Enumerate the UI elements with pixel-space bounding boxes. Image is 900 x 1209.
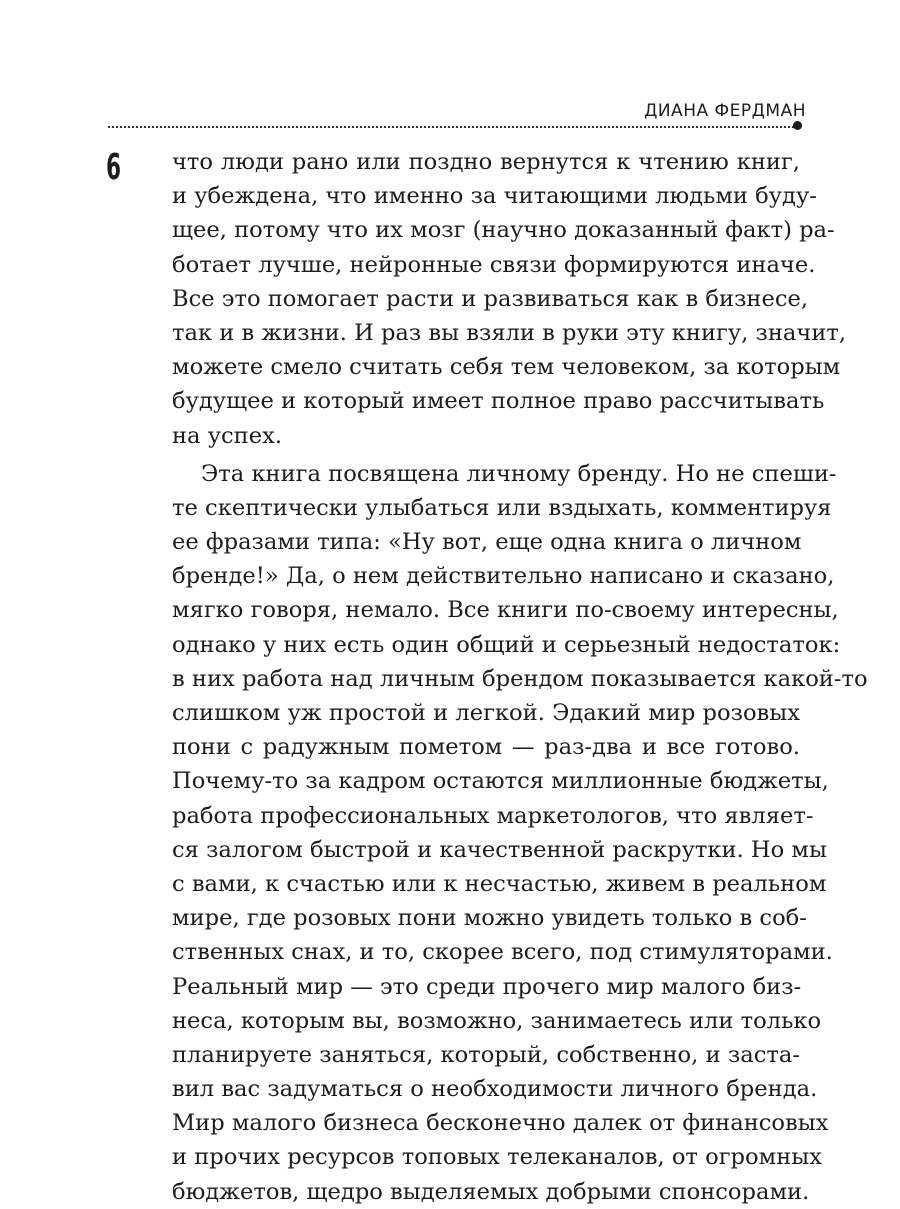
page-number: 6	[106, 147, 122, 188]
text-line: можете смело считать себя тем человеком, за которым	[172, 354, 841, 381]
text-line: ственных снах, и то, скорее всего, под стимуляторами.	[172, 939, 833, 966]
text-line: так и в жизни. И раз вы взяли в руки эту книгу, значит,	[172, 319, 847, 346]
text-line: Реальный мир — это среди прочего мир малого биз-	[172, 973, 802, 1000]
header-dot-ornament	[793, 121, 802, 130]
text-line: бюджетов, щедро выделяемых добрыми спонсорами.	[172, 1178, 810, 1205]
text-line: с вами, к счастью или к несчастью, живем в реальном	[172, 870, 827, 897]
header-dotted-rule	[108, 126, 794, 128]
text-line: Эта книга посвящена личному бренду. Но не спеши-	[201, 460, 837, 487]
text-line: ботает лучше, нейронные связи формируются иначе.	[172, 251, 816, 278]
body-text	[172, 145, 868, 1209]
text-line: и прочих ресурсов топовых телеканалов, от огромных	[172, 1144, 822, 1171]
text-line: те скептически улыбаться или вздыхать, комментируя	[172, 494, 832, 521]
running-header-author: ДИАНА ФЕРДМАН	[644, 101, 806, 121]
text-line: на успех.	[172, 422, 283, 449]
text-line: Мир малого бизнеса бесконечно далек от финансовых	[172, 1110, 829, 1137]
text-line: ее фразами типа: «Ну вот, еще одна книга о личном	[172, 529, 802, 556]
text-line: мире, где розовых пони можно увидеть только в соб-	[172, 905, 807, 932]
text-line: ся залогом быстрой и качественной раскрутки. Но мы	[172, 836, 827, 863]
text-line: слишком уж простой и легкой. Эдакий мир розовых	[172, 700, 800, 726]
text-line: и убеждена, что именно за читающими людьми буду-	[172, 183, 817, 210]
text-line: что люди рано или поздно вернутся к чтению книг,	[172, 149, 800, 175]
text-line: Почему-то за кадром остаются миллионные бюджеты,	[172, 768, 829, 795]
text-line: в них работа над личным брендом показывается какой-то	[172, 665, 868, 692]
paragraph-2	[172, 457, 868, 1209]
text-line: планируете заняться, который, собственно, и заста-	[172, 1041, 800, 1068]
text-line: пони с радужным пометом — раз-два и все готово.	[172, 734, 800, 761]
paragraph-1	[172, 145, 847, 453]
text-line: бренде!» Да, о нем действительно написано и сказано,	[172, 563, 835, 590]
text-line: работа профессиональных маркетологов, что являет-	[172, 802, 814, 829]
text-line: мягко говоря, немало. Все книги по-своему интересны,	[172, 597, 839, 624]
text-line: неса, которым вы, возможно, занимаетесь или только	[172, 1007, 822, 1034]
text-line: будущее и который имеет полное право рассчитывать	[172, 388, 825, 415]
text-line: Все это помогает расти и развиваться как в бизнесе,	[172, 285, 809, 312]
text-line: щее, потому что их мозг (научно доказанный факт) ра-	[172, 217, 835, 244]
text-line: вил вас задуматься о необходимости личного бренда.	[172, 1076, 818, 1103]
text-line: однако у них есть один общий и серьезный недостаток:	[172, 631, 841, 658]
